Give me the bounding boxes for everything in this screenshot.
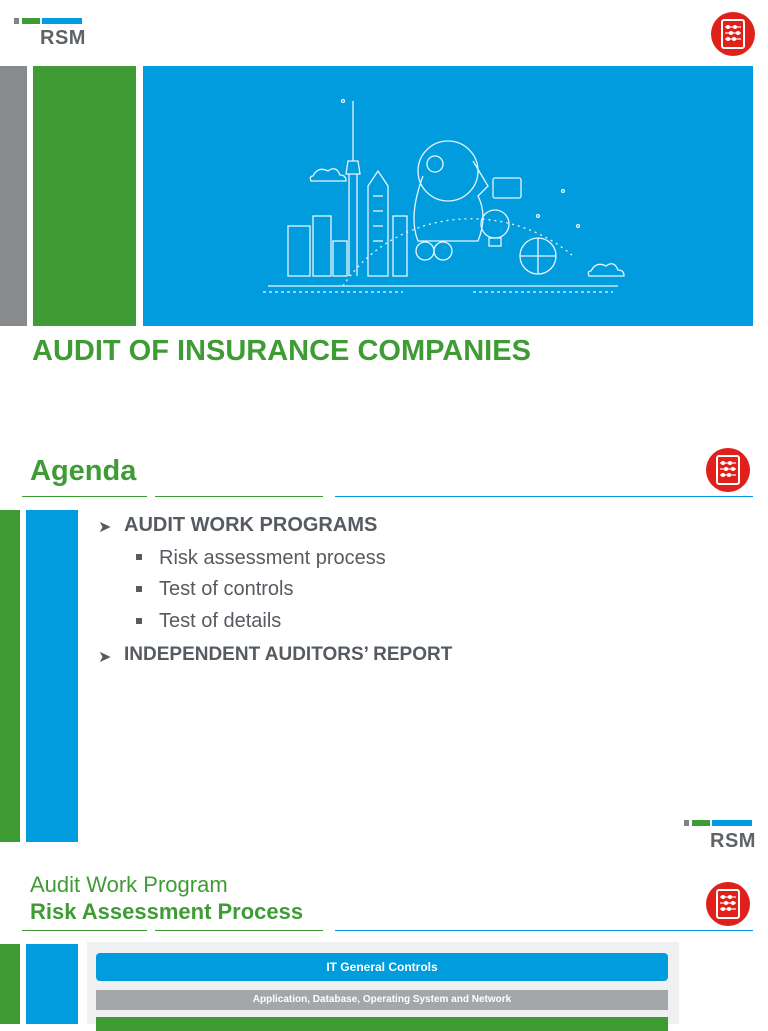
square-bullet-icon [136,618,142,624]
arrow-bullet-icon: ➤ [98,519,112,536]
agenda-subitem: Risk assessment process [159,547,386,569]
agenda-item-audit-work-programs: AUDIT WORK PROGRAMS [124,514,378,536]
next-layer-box [96,1017,668,1031]
blue-side-bar [26,944,78,1024]
agenda-subitem: Test of details [159,610,282,632]
agenda-subitem: Test of controls [159,578,294,600]
slide-title: AUDIT OF INSURANCE COMPANIES [32,335,531,367]
rsm-logo-text: RSM [40,27,86,49]
green-side-bar [0,510,20,842]
it-general-controls-box: IT General Controls [96,953,668,981]
city-ai-illustration-icon [143,66,753,326]
title-underline-green [22,930,147,931]
rsm-logo-bars [14,18,84,24]
abacus-badge-icon [706,882,750,926]
agenda-item-independent-auditors-report: INDEPENDENT AUDITORS’ REPORT [124,644,453,665]
title-underline-green [22,496,147,497]
title-underline-green [155,930,323,931]
section-label: Audit Work Program [30,872,228,897]
abacus-badge-icon [711,12,755,56]
rsm-logo [684,820,754,852]
title-underline-blue [335,930,753,931]
square-bullet-icon [136,586,142,592]
abacus-badge-icon [706,448,750,492]
rsm-logo-bars [684,820,754,826]
title-underline-blue [335,496,753,497]
green-side-bar [0,944,20,1024]
title-underline-green [155,496,323,497]
blue-side-bar [26,510,78,842]
rsm-logo-text: RSM [710,830,756,852]
green-accent-bar [33,66,136,326]
square-bullet-icon [136,554,142,560]
agenda-title: Agenda [30,455,137,487]
hero-banner [143,66,753,326]
section-title: Risk Assessment Process [30,899,304,924]
rsm-logo [14,18,84,50]
application-layer-box: Application, Database, Operating System and Network [96,990,668,1010]
gray-accent-bar [0,66,27,326]
arrow-bullet-icon: ➤ [98,649,112,666]
